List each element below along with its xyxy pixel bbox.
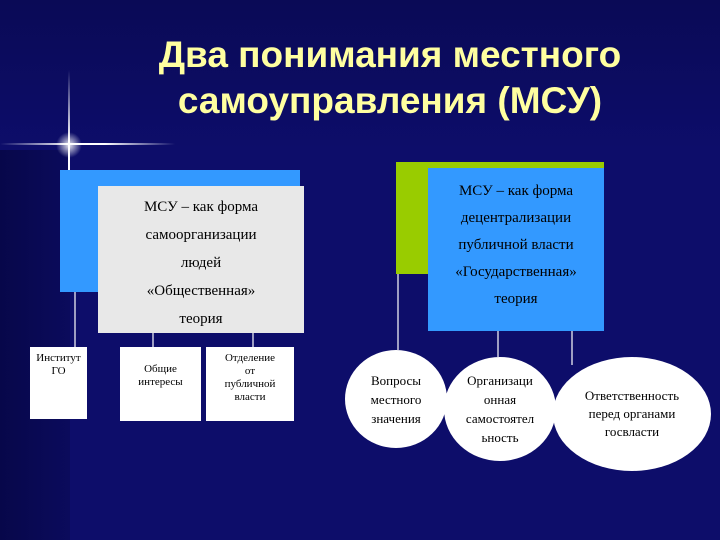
right-item-1-line-2: местного (370, 391, 422, 407)
right-concept-line-2: децентрализации (460, 210, 572, 226)
right-concept-line-4: «Государственная» (455, 264, 577, 280)
left-concept-line-5: теория (179, 311, 223, 327)
right-item-responsibility (553, 357, 711, 471)
right-item-1-line-1: Вопросы (371, 372, 421, 388)
right-item-2-line-4: ьность (481, 430, 519, 445)
left-item-3-line-2: от (244, 365, 256, 377)
left-item-3-line-1: Отделение (224, 352, 276, 364)
left-concept-box (98, 186, 304, 333)
left-item-separation (206, 347, 294, 421)
left-item-2-line-1: Общие (144, 363, 177, 375)
title-line-1: Два понимания местного (158, 34, 622, 75)
right-item-2-line-1: Организаци (467, 373, 533, 388)
right-item-3-line-3: госвласти (604, 424, 660, 439)
left-item-common-interests (120, 347, 201, 421)
slide-title (80, 32, 700, 124)
left-item-1-line-2: ГО (51, 365, 66, 377)
left-concept-line-2: самоорганизации (145, 227, 257, 243)
sparkle-horizontal-line (0, 143, 175, 145)
left-item-3-line-3: публичной (224, 378, 276, 390)
left-concept-line-4: «Общественная» (146, 283, 256, 299)
right-item-3-line-2: перед органами (588, 406, 676, 421)
left-item-2-line-2: интересы (138, 376, 183, 388)
left-item-institute (30, 347, 87, 419)
sparkle-star-icon (56, 132, 82, 158)
right-item-1-line-3: значения (371, 410, 421, 426)
right-concept-box (428, 168, 604, 331)
right-item-organizational-independence (444, 357, 556, 461)
right-concept-line-1: МСУ – как форма (458, 183, 574, 199)
right-concept-line-5: теория (494, 291, 538, 307)
left-concept-line-3: людей (180, 255, 222, 271)
right-item-2-line-2: онная (483, 392, 517, 407)
right-concept-line-3: публичной власти (458, 237, 574, 253)
left-item-1-line-1: Институт (36, 352, 81, 364)
right-item-3-line-1: Ответственность (584, 388, 680, 403)
right-item-local-issues (345, 350, 447, 448)
left-concept-line-1: МСУ – как форма (143, 199, 259, 215)
left-item-3-line-4: власти (234, 391, 266, 403)
title-line-2: самоуправления (МСУ) (177, 80, 603, 121)
right-item-2-line-3: самостоятел (465, 411, 535, 426)
